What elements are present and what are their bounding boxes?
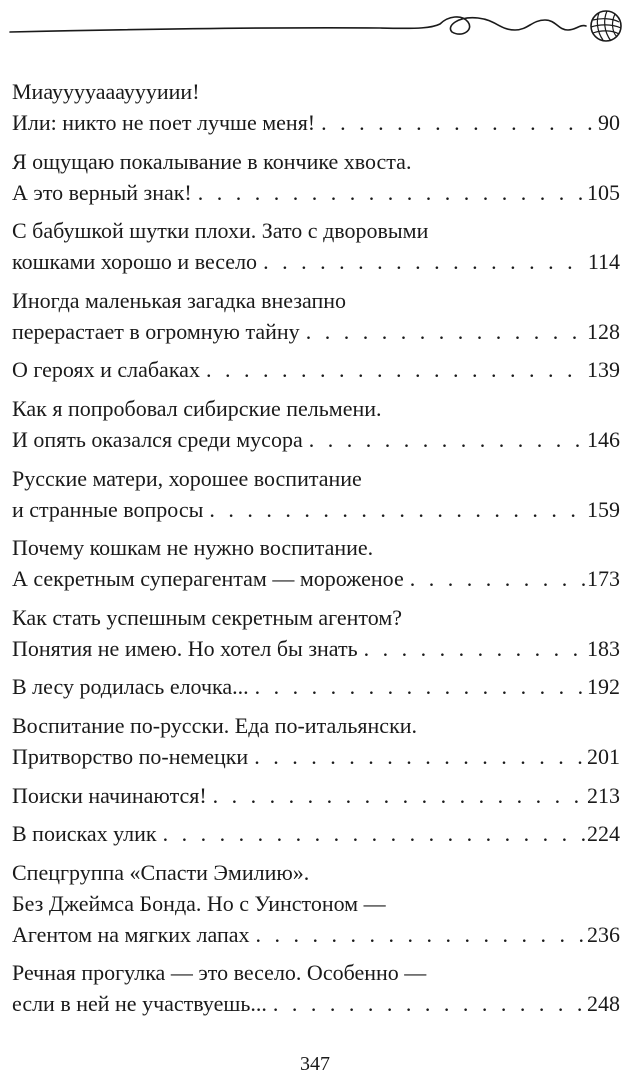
toc-entry-title-line: Я ощущаю покалывание в кончике хвоста.: [12, 148, 412, 174]
dot-leader: [410, 563, 585, 594]
dot-leader: [198, 177, 585, 208]
dot-leader: [364, 633, 585, 664]
toc-page-number: 159: [587, 496, 620, 522]
toc-page-number: 90: [598, 110, 620, 135]
toc-entry[interactable]: [12, 146, 620, 208]
toc-entry-title-line: Как стать успешным секретным агентом?: [12, 604, 403, 630]
toc-page-number: 213: [587, 782, 620, 808]
toc-page-number: 146: [587, 426, 620, 452]
toc-entry-title-line: Поиски начинаются!: [12, 782, 207, 808]
dot-leader: [273, 988, 585, 1019]
header-ornament: [0, 0, 630, 60]
toc-page-number: 114: [587, 249, 620, 275]
toc-entry-title-line: А это верный знак!: [12, 179, 192, 205]
toc-page-number: 173: [587, 566, 620, 592]
toc-entry[interactable]: [12, 857, 620, 950]
toc-entry-title-line: И опять оказался среди мусора: [12, 426, 303, 452]
dot-leader: [213, 780, 585, 811]
toc-entry[interactable]: [12, 76, 620, 138]
toc-entry-title-line: В лесу родилась елочка...: [12, 674, 249, 700]
toc-entry[interactable]: [12, 780, 620, 811]
toc-entry-title-line: кошками хорошо и весело: [12, 249, 258, 275]
toc-entry-title-line: Притворство по-немецки: [12, 743, 249, 769]
toc-page-number: 236: [587, 921, 620, 947]
page-number: 347: [300, 1053, 330, 1075]
dot-leader: [321, 107, 596, 138]
toc-entry[interactable]: [12, 602, 620, 664]
toc-entry[interactable]: [12, 463, 620, 525]
toc-entry[interactable]: [12, 215, 620, 277]
thread-line: [10, 17, 586, 34]
toc-entry-title-line: Спецгруппа «Спасти Эмилию».: [12, 859, 310, 885]
toc-entry[interactable]: [12, 532, 620, 594]
toc-entry-title-line: Понятия не имею. Но хотел бы знать: [12, 635, 358, 661]
toc-entry-title-line: Почему кошкам не нужно воспитание.: [12, 535, 374, 561]
toc-page-number: 192: [587, 674, 620, 700]
toc-entry-title-line: Без Джеймса Бонда. Но с Уинстоном —: [12, 890, 386, 916]
toc-entry-title-line: перерастает в огромную тайну: [12, 318, 300, 344]
dot-leader: [255, 671, 585, 702]
dot-leader: [306, 316, 585, 347]
toc-entry-title-line: Русские матери, хорошее воспитание: [12, 465, 362, 491]
toc-entry[interactable]: [12, 285, 620, 347]
toc-entry-title-line: Речная прогулка — это весело. Особенно —: [12, 960, 427, 986]
toc-entry[interactable]: [12, 818, 620, 849]
dot-leader: [263, 246, 586, 277]
toc-entry-title-line: и странные вопросы: [12, 496, 204, 522]
toc-entry-title-line: С бабушкой шутки плохи. Зато с дворовыми: [12, 218, 429, 244]
dot-leader: [163, 818, 585, 849]
table-of-contents: [12, 76, 620, 1027]
dot-leader: [309, 424, 585, 455]
dot-leader: [206, 354, 585, 385]
dot-leader: [256, 919, 585, 950]
toc-entry-title-line: если в ней не участвуешь...: [12, 991, 267, 1017]
toc-entry-title-line: А секретным суперагентам — мороженое: [12, 566, 404, 592]
toc-page-number: 224: [587, 821, 620, 847]
dot-leader: [254, 741, 585, 772]
toc-entry[interactable]: [12, 393, 620, 455]
toc-entry-title-line: Агентом на мягких лапах: [12, 921, 250, 947]
toc-entry-title-line: Воспитание по-русски. Еда по-итальянски.: [12, 712, 418, 738]
toc-entry[interactable]: [12, 671, 620, 702]
toc-entry-title-line: В поисках улик: [12, 821, 157, 847]
toc-entry-title-line: Как я попробовал сибирские пельмени.: [12, 395, 382, 421]
toc-page-number: 201: [587, 743, 620, 769]
toc-entry[interactable]: [12, 957, 620, 1019]
toc-entry[interactable]: [12, 354, 620, 385]
toc-entry[interactable]: [12, 710, 620, 772]
yarn-ball-icon: [591, 11, 621, 41]
toc-entry-title-line: Или: никто не поет лучше меня!: [12, 110, 316, 135]
dot-leader: [209, 494, 585, 525]
toc-entry-title-line: О героях и слабаках: [12, 357, 200, 383]
toc-entry-title-line: Миаууууааауууиии!: [12, 79, 200, 104]
toc-page-number: 105: [587, 179, 620, 205]
toc-entry-title-line: Иногда маленькая загадка внезапно: [12, 287, 347, 313]
toc-page-number: 183: [587, 635, 620, 661]
toc-page-number: 128: [587, 318, 620, 344]
toc-page-number: 248: [587, 991, 620, 1017]
toc-page-number: 139: [587, 357, 620, 383]
